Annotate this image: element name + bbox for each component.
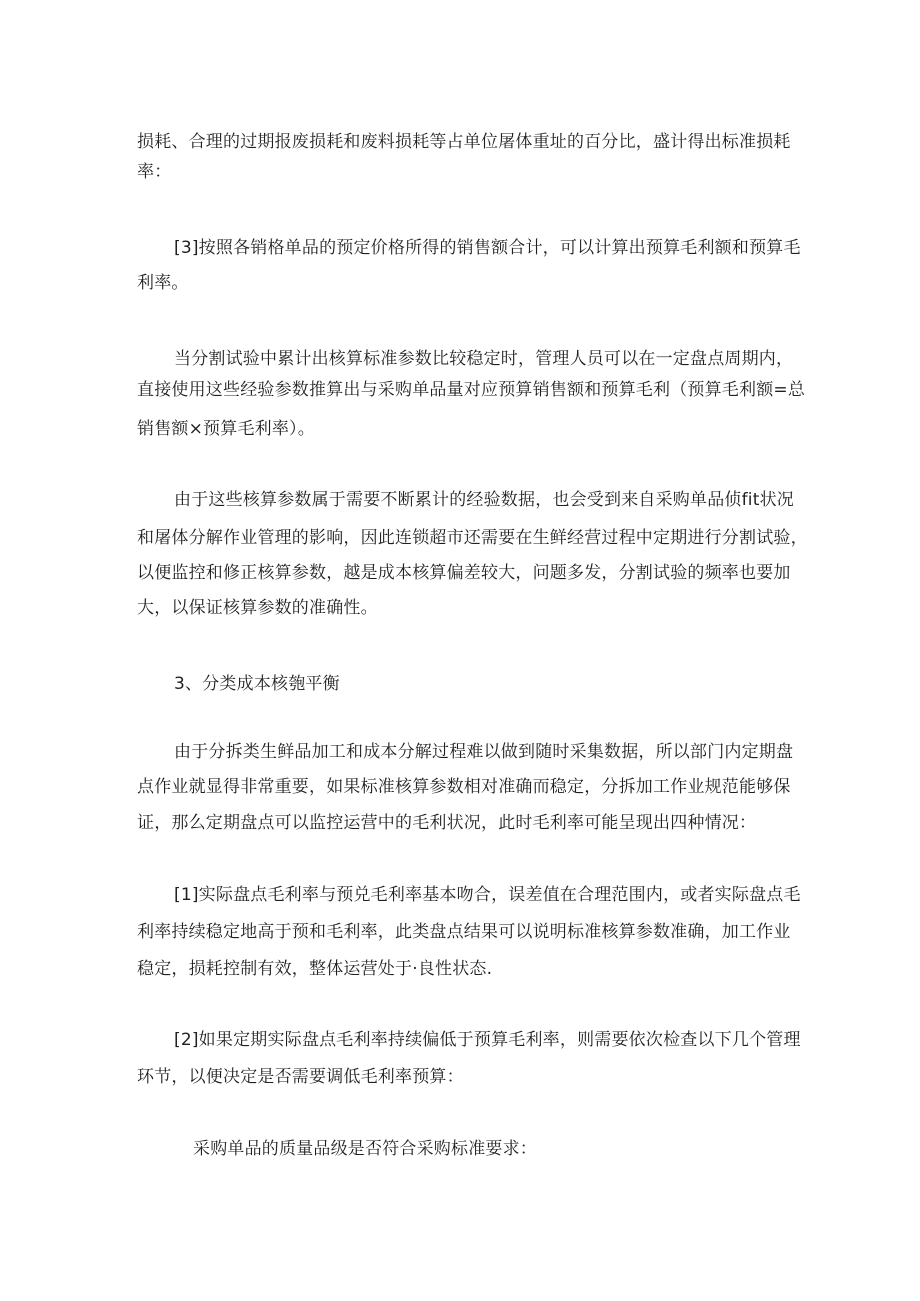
text-line: [3]按照各销格单品的预定价格所得的销售额合计，可以计算出预算毛利额和预算毛 <box>174 238 801 258</box>
text-line: 稳定，损耗控制有效，整体运营处于·良性状态. <box>137 959 493 979</box>
text-line: 率： <box>137 162 172 182</box>
text-line: 以便监控和修正核算参数，越是成本核算偏差较大，问题多发，分割试验的频率也要加 <box>137 563 791 583</box>
text-line: 和屠体分解作业管理的影响，因此连锁超市还需要在生鲜经营过程中定期进行分割试验， <box>137 528 808 548</box>
text-line: 利率持续稳定地高于预和毛利率，此类盘点结果可以说明标准核算参数准确，加工作业 <box>137 922 791 942</box>
text-line: 采购单品的质量品级是否符合采购标准要求： <box>193 1139 537 1159</box>
text-line: [2]如果定期实际盘点毛利率持续偏低于预算毛利率，则需要依次检查以下几个管理 <box>174 1030 801 1050</box>
text-line: 点作业就显得非常重要，如果标准核算参数相对准确而稳定，分拆加工作业规范能够保 <box>137 777 791 797</box>
text-line: 环节，以便决定是否需要调低毛利率预算： <box>137 1067 464 1087</box>
text-line: [1]实际盘点毛利率与预兑毛利率基本吻合，误差值在合理范围内，或者实际盘点毛 <box>174 885 801 905</box>
text-line: 利率。 <box>137 273 189 293</box>
text-line: 由于这些核算参数属于需要不断累计的经验数据，也会受到来自采购单品侦fit状况 <box>174 490 794 510</box>
text-line: 直接使用这些经验参数推算出与采购单品量对应预算销售额和预算毛利（预算毛利额=总 <box>137 380 806 400</box>
text-line: 销售额×预算毛利率）。 <box>137 419 315 439</box>
text-line: 由于分拆类生鲜品加工和成本分解过程难以做到随时采集数据，所以部门内定期盘 <box>174 742 794 762</box>
text-line: 证，那么定期盘点可以监控运营中的毛利状况，此时毛利率可能呈现出四种情况： <box>137 813 757 833</box>
text-line: 损耗、合理的过期报废损耗和废料损耗等占单位屠体重址的百分比，盛计得出标准损耗 <box>137 132 791 152</box>
text-line: 当分割试验中累计出核算标准参数比较稳定时，管理人员可以在一定盘点周期内， <box>174 349 794 369</box>
section-heading: 3、分类成本核匏平衡 <box>174 674 340 694</box>
text-line: 大，以保证核算参数的准确性。 <box>137 598 378 618</box>
